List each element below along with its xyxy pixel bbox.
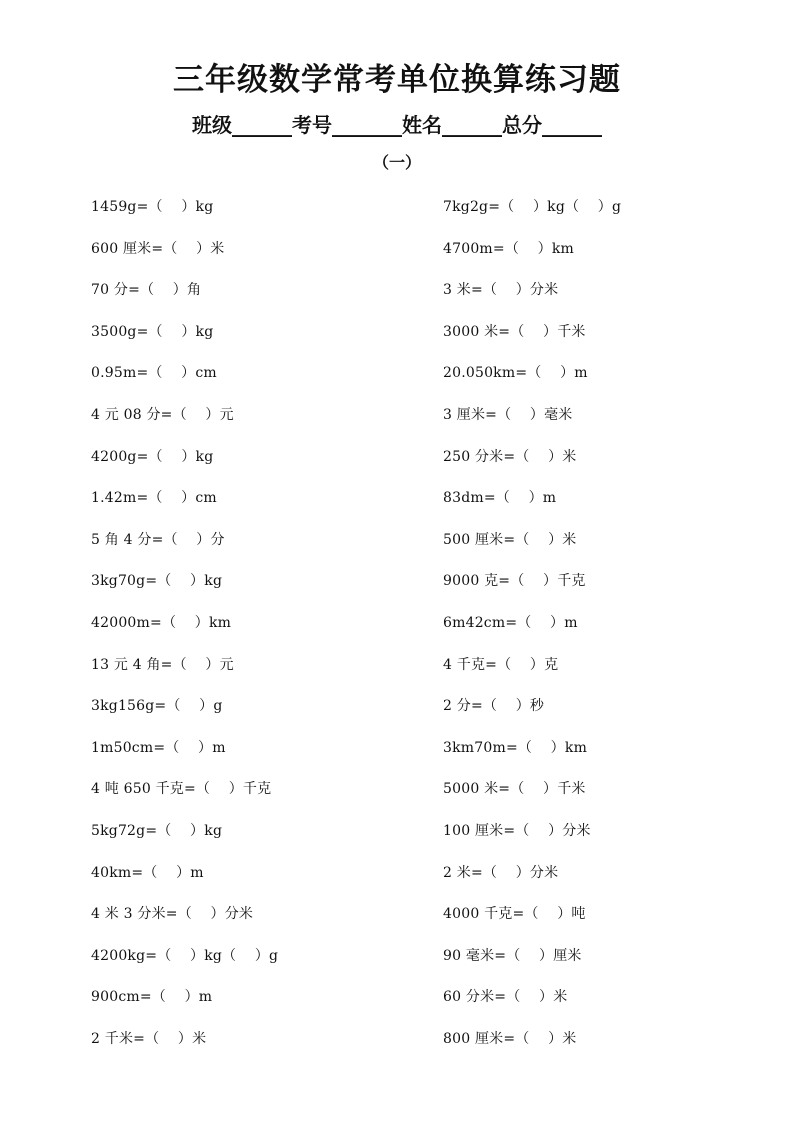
exercise-item: 2 分=（ ）秒 xyxy=(443,698,545,715)
exercise-item: 3000 米=（ ）千米 xyxy=(443,323,586,340)
exercise-item: 70 分=（ ）角 xyxy=(91,282,202,299)
left-exercise-column xyxy=(91,196,431,1069)
exercise-item: 6m42cm=（ ）m xyxy=(443,614,578,631)
exercise-item: 5kg72g=（ ）kg xyxy=(91,822,223,839)
exercise-item: 2 千米=（ ）米 xyxy=(91,1030,207,1047)
exercise-item: 42000m=（ ）km xyxy=(91,614,232,631)
exercise-item: 3 米=（ ）分米 xyxy=(443,282,559,299)
exercise-item: 3500g=（ ）kg xyxy=(91,323,214,340)
exercise-item: 5000 米=（ ）千米 xyxy=(443,781,586,798)
exercise-item: 0.95m=（ ）cm xyxy=(91,365,217,382)
exercise-item: 250 分米=（ ）米 xyxy=(443,448,577,465)
section-label: （一） xyxy=(372,153,421,172)
exercise-item: 2 米=（ ）分米 xyxy=(443,864,559,881)
exercise-item: 3km70m=（ ）km xyxy=(443,739,588,756)
exercise-item: 3kg156g=（ ）g xyxy=(91,698,223,715)
exercise-item: 1459g=（ ）kg xyxy=(91,199,214,215)
exercise-item: 60 分米=（ ）米 xyxy=(443,989,568,1006)
exercise-item: 90 毫米=（ ）厘米 xyxy=(443,947,582,964)
exercise-item: 100 厘米=（ ）分米 xyxy=(443,822,591,839)
exercise-item: 800 厘米=（ ）米 xyxy=(443,1030,577,1047)
exercise-item: 13 元 4 角=（ ）元 xyxy=(91,656,234,673)
exercise-item: 4000 千克=（ ）吨 xyxy=(443,906,586,923)
exercise-item: 9000 克=（ ）千克 xyxy=(443,573,586,590)
exercise-item: 600 厘米=（ ）米 xyxy=(91,240,225,257)
exercise-item: 4200kg=（ ）kg（ ）g xyxy=(91,947,279,964)
exercise-item: 4 千克=（ ）克 xyxy=(443,656,559,673)
exercise-item: 1.42m=（ ）cm xyxy=(91,490,217,507)
exercise-item: 83dm=（ ）m xyxy=(443,490,557,507)
exercise-item: 4 吨 650 千克=（ ）千克 xyxy=(91,781,272,798)
exercise-item: 20.050km=（ ）m xyxy=(443,365,588,382)
student-info-line: 班级______考号_______姓名______总分______ xyxy=(192,113,602,137)
exercise-item: 4 元 08 分=（ ）元 xyxy=(91,406,234,423)
page-title: 三年级数学常考单位换算练习题 xyxy=(173,62,621,98)
exercise-item: 1m50cm=（ ）m xyxy=(91,739,226,756)
exercise-item: 4200g=（ ）kg xyxy=(91,448,214,465)
exercise-item: 40km=（ ）m xyxy=(91,864,204,881)
exercise-item: 500 厘米=（ ）米 xyxy=(443,531,577,548)
exercise-item: 5 角 4 分=（ ）分 xyxy=(91,531,225,548)
exercise-item: 3 厘米=（ ）毫米 xyxy=(443,406,573,423)
exercise-item: 4700m=（ ）km xyxy=(443,240,574,257)
exercise-item: 3kg70g=（ ）kg xyxy=(91,573,223,590)
right-exercise-column xyxy=(443,196,783,1069)
exercise-item: 7kg2g=（ ）kg（ ）g xyxy=(443,199,622,215)
exercise-item: 4 米 3 分米=（ ）分米 xyxy=(91,906,254,923)
exercise-item: 900cm=（ ）m xyxy=(91,989,213,1006)
